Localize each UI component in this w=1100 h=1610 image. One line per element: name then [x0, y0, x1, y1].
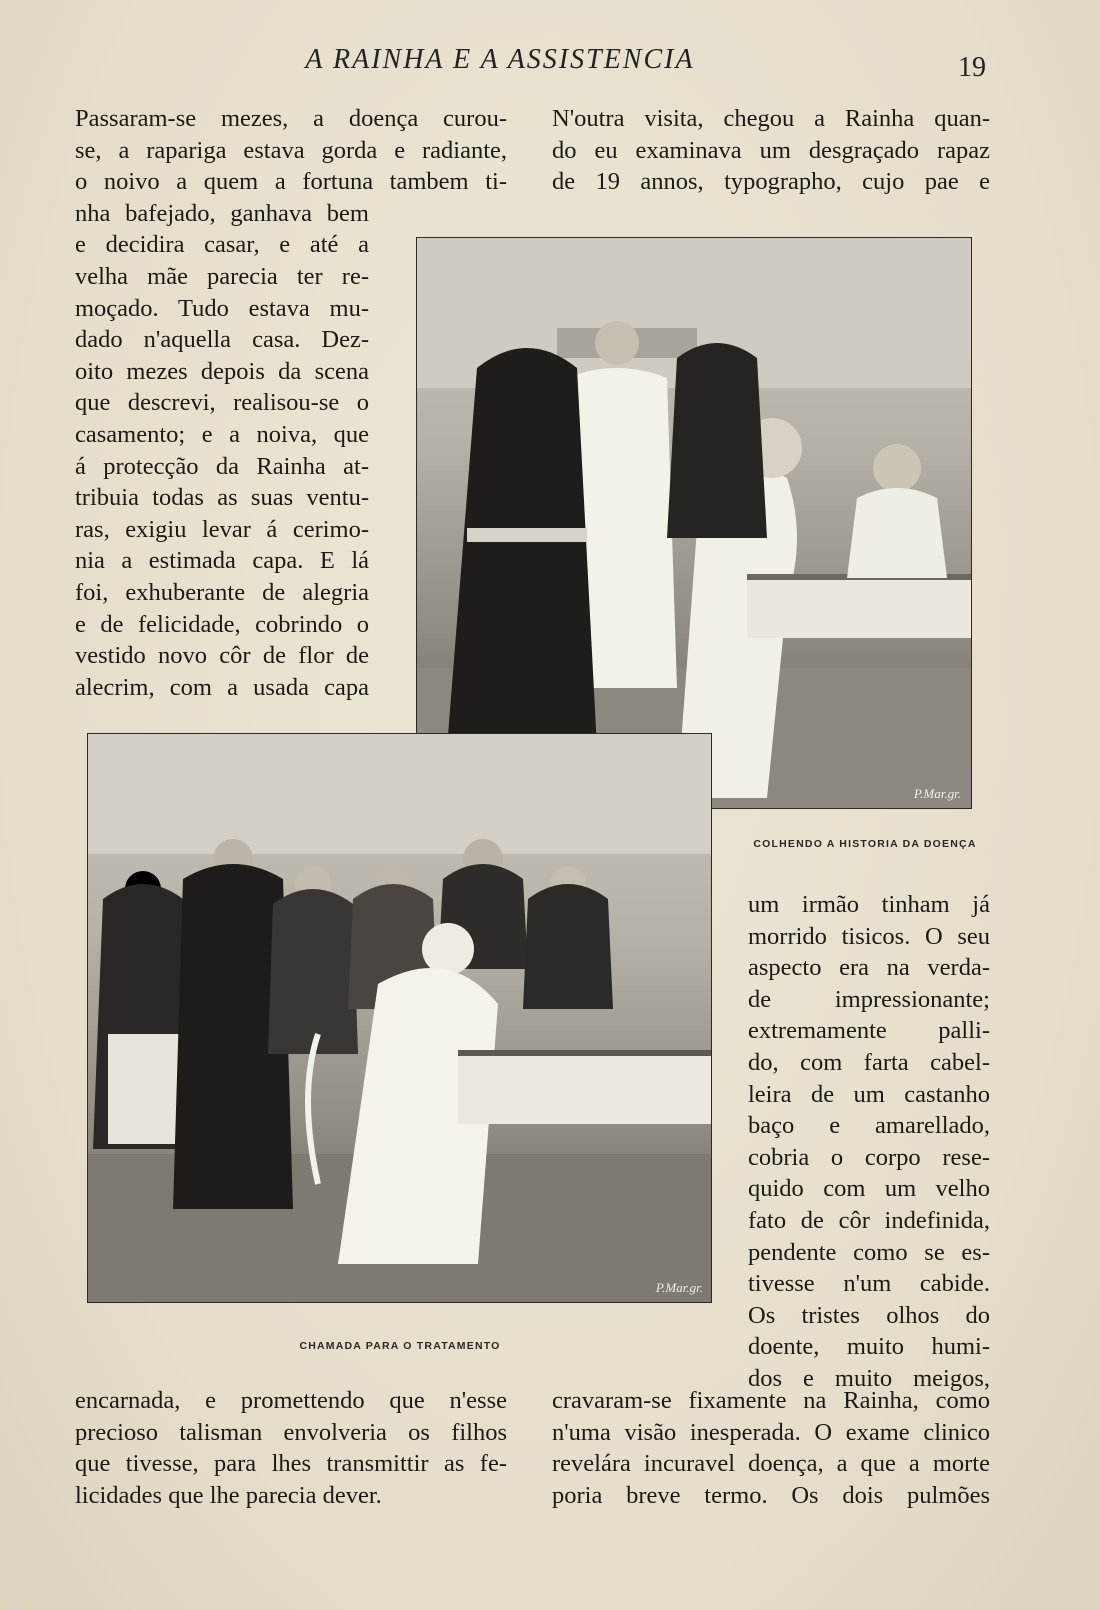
text-line: nha bafejado, ganhava bem: [75, 199, 369, 227]
photo-chamada-tratamento: [87, 733, 712, 1303]
right-column-closing-text: [552, 1385, 990, 1511]
text-line: extremamente palli-: [748, 1017, 990, 1045]
text-line: o noivo a quem a fortuna tambem ti-: [75, 168, 507, 196]
text-line: dado n'aquella casa. Dez-: [75, 326, 369, 354]
text-line: do eu examinava um desgraçado rapaz: [552, 136, 990, 164]
right-column-intro-text: [552, 103, 990, 198]
text-line: Passaram-se mezes, a doença curou-: [75, 105, 507, 132]
text-line: moçado. Tudo estava mu-: [75, 294, 369, 322]
text-line: velha mãe parecia ter re-: [75, 262, 369, 290]
text-line: quido com um velho: [748, 1175, 990, 1203]
photo-colhendo-historia: [416, 237, 972, 809]
page-number: 19: [958, 52, 986, 83]
text-line: de 19 annos, typographo, cujo pae e: [552, 168, 990, 196]
text-line: dos e muito meigos,: [748, 1364, 990, 1392]
text-line: pendente como se es-: [748, 1238, 990, 1266]
right-column-continuation-text: [748, 889, 990, 1395]
photo-bottom-illustration: [88, 734, 711, 1302]
text-line: e de felicidade, cobrindo o: [75, 610, 369, 638]
text-line: cravaram-se fixamente na Rainha, como: [552, 1387, 990, 1414]
text-line: ras, exigiu levar á cerimo-: [75, 515, 369, 543]
text-line: foi, exhuberante de alegria: [75, 578, 369, 606]
text-line: do, com farta cabel-: [748, 1048, 990, 1076]
text-line: tribuia todas as suas ventu-: [75, 484, 369, 512]
text-line: revelára incuravel doença, a que a morte: [552, 1450, 990, 1478]
text-line: nia a estimada capa. E lá: [75, 547, 369, 575]
text-line: que descrevi, realisou-se o: [75, 389, 369, 417]
text-line: cobria o corpo rese-: [748, 1143, 990, 1171]
text-line: e decidira casar, e até a: [75, 231, 369, 259]
photo-top-signature: P.Mar.gr.: [913, 786, 961, 801]
photo-top-illustration: [417, 238, 971, 808]
photo-bottom-caption: CHAMADA PARA O TRATAMENTO: [299, 1340, 501, 1352]
text-line: encarnada, e promettendo que n'esse: [75, 1387, 507, 1414]
text-line: licidades que lhe parecia dever.: [75, 1481, 382, 1509]
text-line: n'uma visão inesperada. O exame clinico: [552, 1418, 990, 1446]
text-line: um irmão tinham já: [748, 891, 990, 918]
left-column-closing-text: [75, 1385, 507, 1511]
text-line: casamento; e a noiva, que: [75, 420, 369, 448]
text-line: oito mezes depois da scena: [75, 357, 369, 385]
text-line: á protecção da Rainha at-: [75, 452, 369, 480]
text-line: N'outra visita, chegou a Rainha quan-: [552, 105, 990, 132]
text-line: de impressionante;: [748, 985, 990, 1013]
text-line: doente, muito humi-: [748, 1333, 990, 1361]
text-line: alecrim, com a usada capa: [75, 673, 369, 701]
text-line: fato de côr indefinida,: [748, 1206, 990, 1234]
text-line: vestido novo côr de flor de: [75, 642, 369, 670]
text-line: baço e amarellado,: [748, 1112, 990, 1140]
text-line: precioso talisman envolveria os filhos: [75, 1418, 507, 1446]
text-line: leira de um castanho: [748, 1080, 990, 1108]
text-line: Os tristes olhos do: [748, 1301, 990, 1329]
text-line: poria breve termo. Os dois pulmões: [552, 1481, 990, 1509]
text-line: que tivesse, para lhes transmittir as fe-: [75, 1450, 507, 1478]
text-line: aspecto era na verda-: [748, 954, 990, 982]
text-line: tivesse n'um cabide.: [748, 1270, 990, 1298]
text-line: morrido tisicos. O seu: [748, 922, 990, 950]
photo-top-caption: COLHENDO A HISTORIA DA DOENÇA: [753, 838, 977, 850]
running-header: A RAINHA E A ASSISTENCIA: [305, 44, 695, 75]
text-line: se, a rapariga estava gorda e radiante,: [75, 136, 507, 164]
photo-bottom-signature: P.Mar.gr.: [655, 1280, 703, 1295]
